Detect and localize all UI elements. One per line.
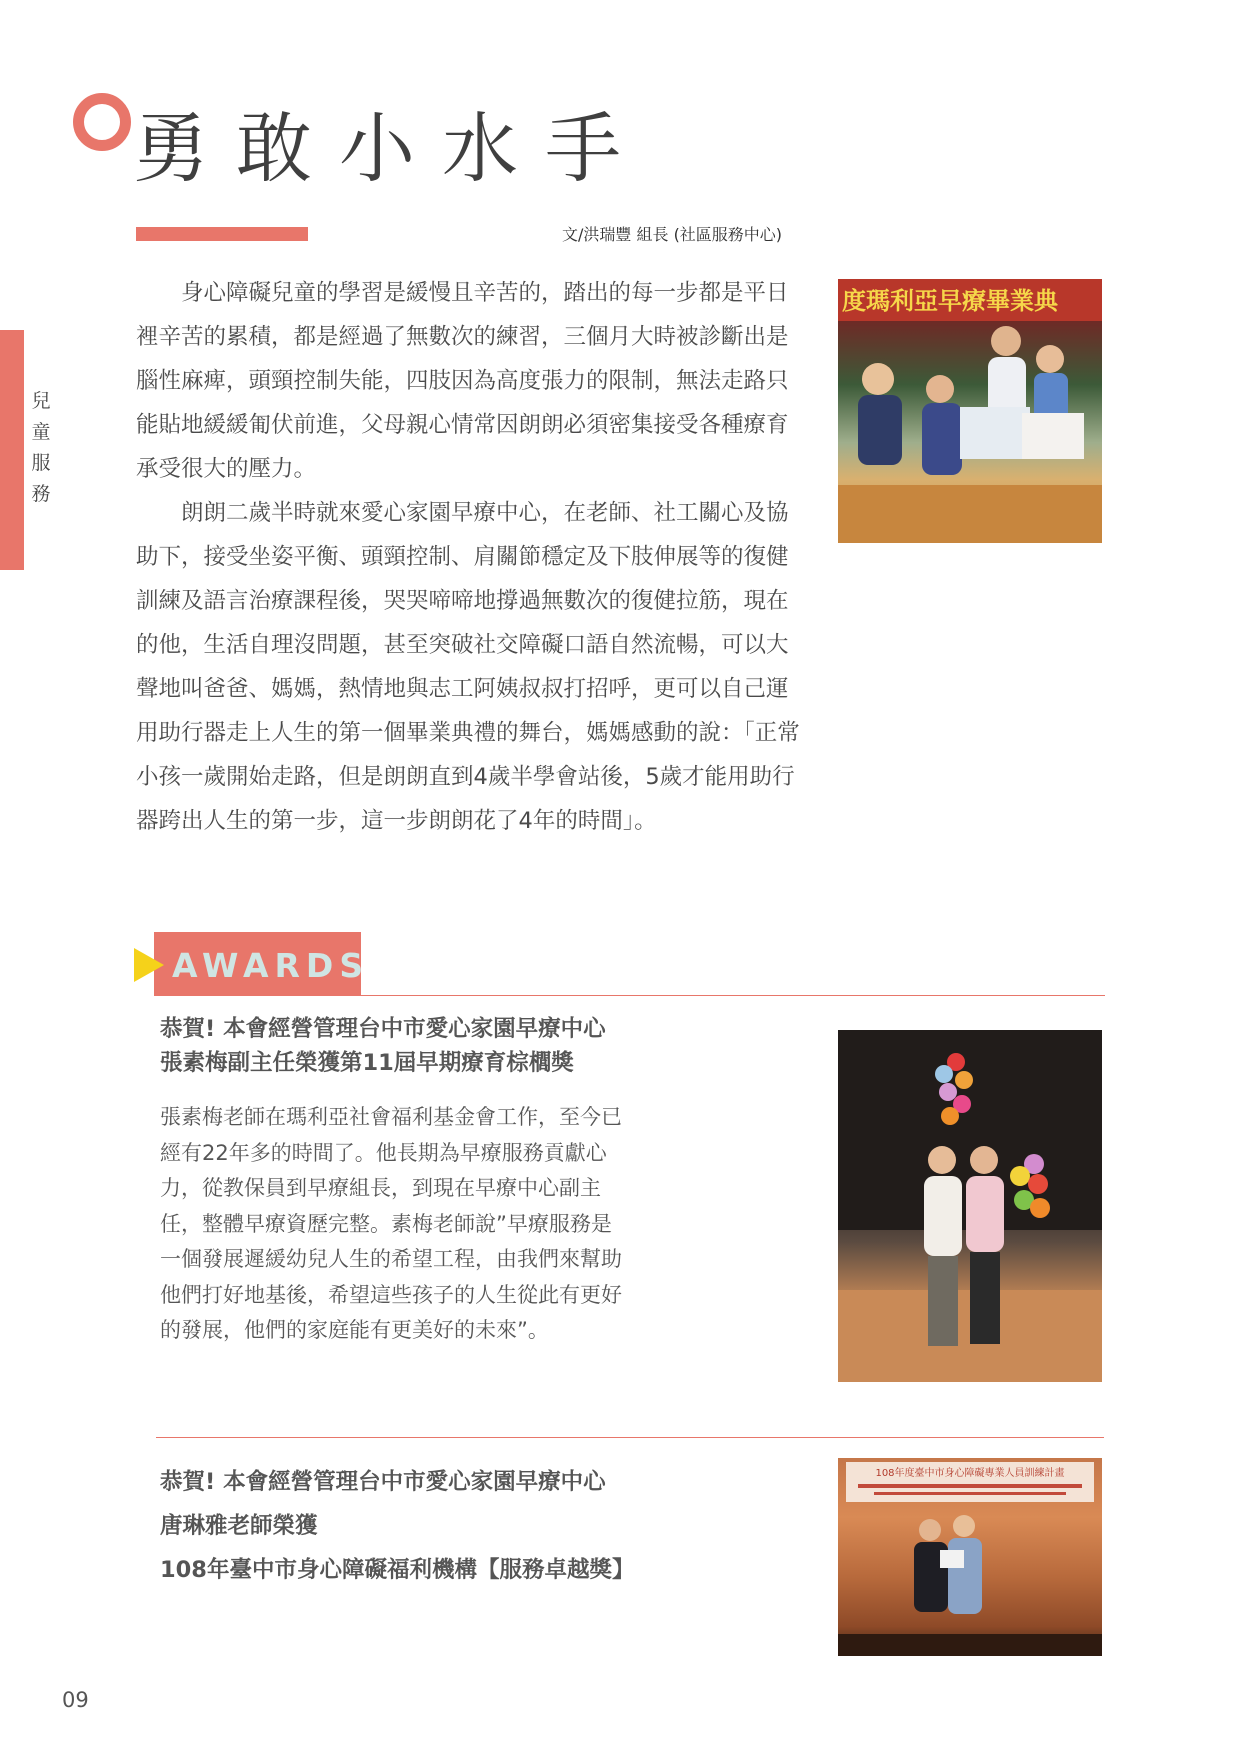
award1-body: 張素梅老師在瑪利亞社會福利基金會工作，至今已經有22年多的時間了。他長期為早療服務貢獻心力，從教保員到早療組長，到現在早療中心副主任，整體早療資歷完整。素梅老師說”早療服務是一個發展遲緩幼兒人生的希望工程，由我們來幫助他們打好地基後，希望這些孩子的人生從此有更好的發展，他們的家庭能有更美好的未來”。 (160, 1105, 622, 1342)
award2-headline-line3: 108年臺中市身心障礙福利機構【服務卓越獎】 (160, 1557, 635, 1583)
page-title: 勇敢小水手 (133, 104, 648, 193)
article-body (136, 271, 801, 843)
graduation-photo (838, 279, 1102, 543)
byline: 文/洪瑞豐 組長 (社區服務中心) (562, 225, 783, 244)
award1-photo (838, 1030, 1102, 1382)
awards-arrow-icon (134, 948, 164, 982)
article-paragraph-2: 朗朗二歲半時就來愛心家園早療中心，在老師、社工關心及協助下，接受坐姿平衡、頭頸控制、肩關節穩定及下肢伸展等的復健訓練及語言治療課程後，哭哭啼啼地撐過無數次的復健拉筋，現在的他，生活自理沒問題，甚至突破社交障礙口語自然流暢，可以大聲地叫爸爸、媽媽，熱情地與志工阿姨叔叔打招呼，更可以自己運用助行器走上人生的第一個畢業典禮的舞台，媽媽感動的說：「正常小孩一歲開始走路，但是朗朗直到4歲半學會站後，5歲才能用助行器跨出人生的第一步，這一步朗朗花了4年的時間」。 (136, 500, 800, 834)
title-underline (136, 227, 308, 241)
article-paragraph-1: 身心障礙兒童的學習是緩慢且辛苦的，踏出的每一步都是平日裡辛苦的累積，都是經過了無數次的練習，三個月大時被診斷出是腦性麻痺，頭頸控制失能，四肢因為高度張力的限制，無法走路只能貼地緩緩匍伏前進，父母親心情常因朗朗必須密集接受各種療育承受很大的壓力。 (136, 280, 789, 482)
title-ring-icon (73, 93, 131, 151)
page-number: 09 (62, 1688, 89, 1712)
awards-section-label: AWARDS (172, 946, 370, 985)
award1-headline-line1: 恭賀! 本會經營管理台中市愛心家園早療中心 (160, 1016, 606, 1042)
awards-divider-top (361, 995, 1105, 996)
award2-photo (838, 1458, 1102, 1656)
photo1-banner-text: 度瑪利亞早療畢業典 (842, 287, 1058, 315)
awards-divider-middle (156, 1437, 1104, 1438)
award1-headline-line2: 張素梅副主任榮獲第11屆早期療育棕櫚獎 (160, 1050, 574, 1076)
award1-photo-scene (838, 1030, 1102, 1382)
award1-headline (160, 1012, 720, 1080)
side-tab-bar (0, 330, 24, 570)
side-tab-label: 兒 童 服 務 (31, 390, 51, 505)
award2-photo-scene (838, 1458, 1102, 1656)
award2-headline (160, 1460, 720, 1592)
award2-headline-line2: 唐琳雅老師榮獲 (160, 1513, 318, 1539)
award2-headline-line1: 恭賀! 本會經營管理台中市愛心家園早療中心 (160, 1469, 606, 1495)
photo3-banner-text: 108年度臺中市身心障礙專業人員訓練計畫 (875, 1468, 1065, 1479)
graduation-photo-scene (838, 279, 1102, 543)
